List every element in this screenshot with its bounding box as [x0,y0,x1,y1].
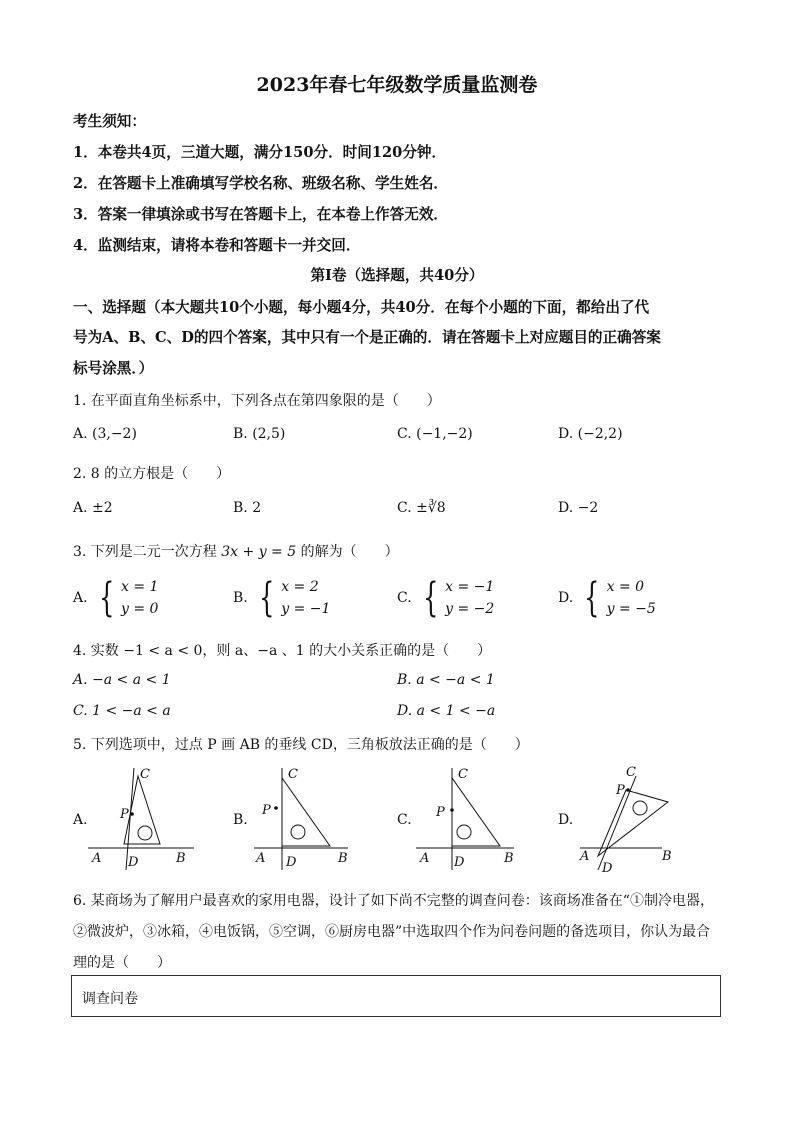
section-instruction: 标号涂黑．） [73,360,154,377]
q5-figure-b [252,762,362,874]
q4-option-a: A. −a < a < 1 [73,672,171,688]
q5-option-a: A. [73,812,88,828]
label-b: B [338,851,348,866]
q3-option-c: C. { x = −1 y = −2 [397,575,495,621]
q3-b-row1: x = 2 [281,579,319,595]
triangle-ruler [598,790,668,856]
label-d: D [286,855,297,870]
label-a: A [420,851,430,866]
question-6-line: ②微波炉，③冰箱，④电饭锅，⑤空调，⑥厨房电器”中选取四个作为问卷问题的备选项目，你认为最合 [73,924,711,940]
label-a: A [256,851,266,866]
q3-stem-post: 的解为（ ） [300,544,399,560]
q3-stem-pre: 3. 下列是二元一次方程 [73,544,217,560]
q2-option-b: B. 2 [233,500,262,516]
question-4-stem: 4. 实数 −1 < a < 0，则 a、−a 、1 的大小关系正确的是（ ） [73,643,492,659]
q3-option-d: D. { x = 0 y = −5 [558,575,656,621]
point-p [274,806,278,810]
q3-d-row2: y = −5 [606,601,656,617]
q3-option-b: B. { x = 2 y = −1 [233,575,331,621]
point-p [450,808,454,812]
q1-option-a: A. (3,−2) [73,426,137,442]
ruler-hole [138,826,152,840]
q3-option-label: C. [397,590,412,606]
q4-option-b: B. a < −a < 1 [397,672,495,688]
q4-option-c: C. 1 < −a < a [73,703,171,719]
label-b: B [176,851,186,866]
q3-c-row2: y = −2 [445,601,495,617]
question-1-stem: 1. 在平面直角坐标系中，下列各点在第四象限的是（ ） [73,393,441,409]
triangle-ruler [282,778,330,846]
q2-option-a: A. ±2 [73,500,113,516]
q3-a-row1: x = 1 [121,579,159,595]
q3-option-label: D. [558,590,574,606]
q3-c-row1: x = −1 [445,579,495,595]
notice-item: 1．本卷共4页，三道大题，满分150分．时间120分钟． [73,144,447,161]
ruler-hole [291,825,305,839]
q3-option-a: A. { x = 1 y = 0 [73,575,159,621]
q5-figure-c [414,762,524,874]
ruler-hole [633,801,647,815]
label-a: A [580,849,590,864]
question-6-line: 6. 某商场为了解用户最喜欢的家用电器，设计了如下尚不完整的调查问卷：该商场准备在“①制冷电器， [73,893,714,909]
label-p: P [120,807,129,822]
notice-item: 4．监测结束，请将本卷和答题卡一并交回． [73,237,361,254]
question-5-stem: 5. 下列选项中，过点 P 画 AB 的垂线 CD，三角板放法正确的是（ ） [73,737,529,753]
label-b: B [662,849,672,864]
triangle-ruler [124,776,160,844]
label-p: P [616,783,625,798]
section-instruction: 一、选择题（本大题共10个小题，每小题4分，共40分．在每个小题的下面，都给出了代 [73,299,650,316]
q3-option-label: B. [233,590,248,606]
triangle-ruler [452,778,500,846]
q1-option-c: C. (−1,−2) [397,426,473,442]
label-p: P [436,805,445,820]
label-a: A [92,851,102,866]
question-3-stem [73,541,399,561]
q5-figure-a [86,762,196,874]
label-c: C [140,767,150,782]
q1-option-b: B. (2,5) [233,426,286,442]
q3-option-label: A. [73,590,88,606]
q5-option-b: B. [233,812,248,828]
section-instruction: 号为A、B、C、D的四个答案，其中只有一个是正确的．请在答题卡上对应题目的正确答案 [73,329,661,346]
page-title: 2023年春七年级数学质量监测卷 [256,74,538,96]
q5-figure-d [578,762,688,874]
q3-d-row1: x = 0 [606,579,645,595]
q2-option-d: D. −2 [558,500,599,516]
point-p [130,812,134,816]
question-6-line: 理的是（ ） [73,955,171,971]
survey-box [71,975,721,1017]
label-p: P [262,803,271,818]
survey-box-label: 调查问卷 [82,991,138,1007]
q1-option-d: D. (−2,2) [558,426,623,442]
q5-option-c: C. [397,812,412,828]
point-p [626,788,630,792]
part-heading: 第Ⅰ卷（选择题，共40分） [310,267,484,284]
label-c: C [288,767,298,782]
q3-b-row2: y = −1 [281,601,331,617]
label-d: D [454,855,465,870]
ruler-hole [457,825,471,839]
question-2-stem: 2. 8 的立方根是（ ） [73,466,231,482]
label-d: D [128,855,139,870]
q4-option-d: D. a < 1 < −a [397,703,496,719]
notice-item: 2．在答题卡上准确填写学校名称、班级名称、学生姓名． [73,175,449,192]
label-b: B [504,851,514,866]
notice-heading: 考生须知： [73,113,146,130]
q3-a-row2: y = 0 [121,601,159,617]
q2-option-c: C. ±∛8 [397,500,446,516]
notice-item: 3．答案一律填涂或书写在答题卡上，在本卷上作答无效． [73,206,449,223]
q3-equation: 3x + y = 5 [221,544,297,560]
label-d: D [602,861,613,874]
q5-option-d: D. [558,812,574,828]
label-c: C [458,767,468,782]
label-c: C [626,765,636,780]
